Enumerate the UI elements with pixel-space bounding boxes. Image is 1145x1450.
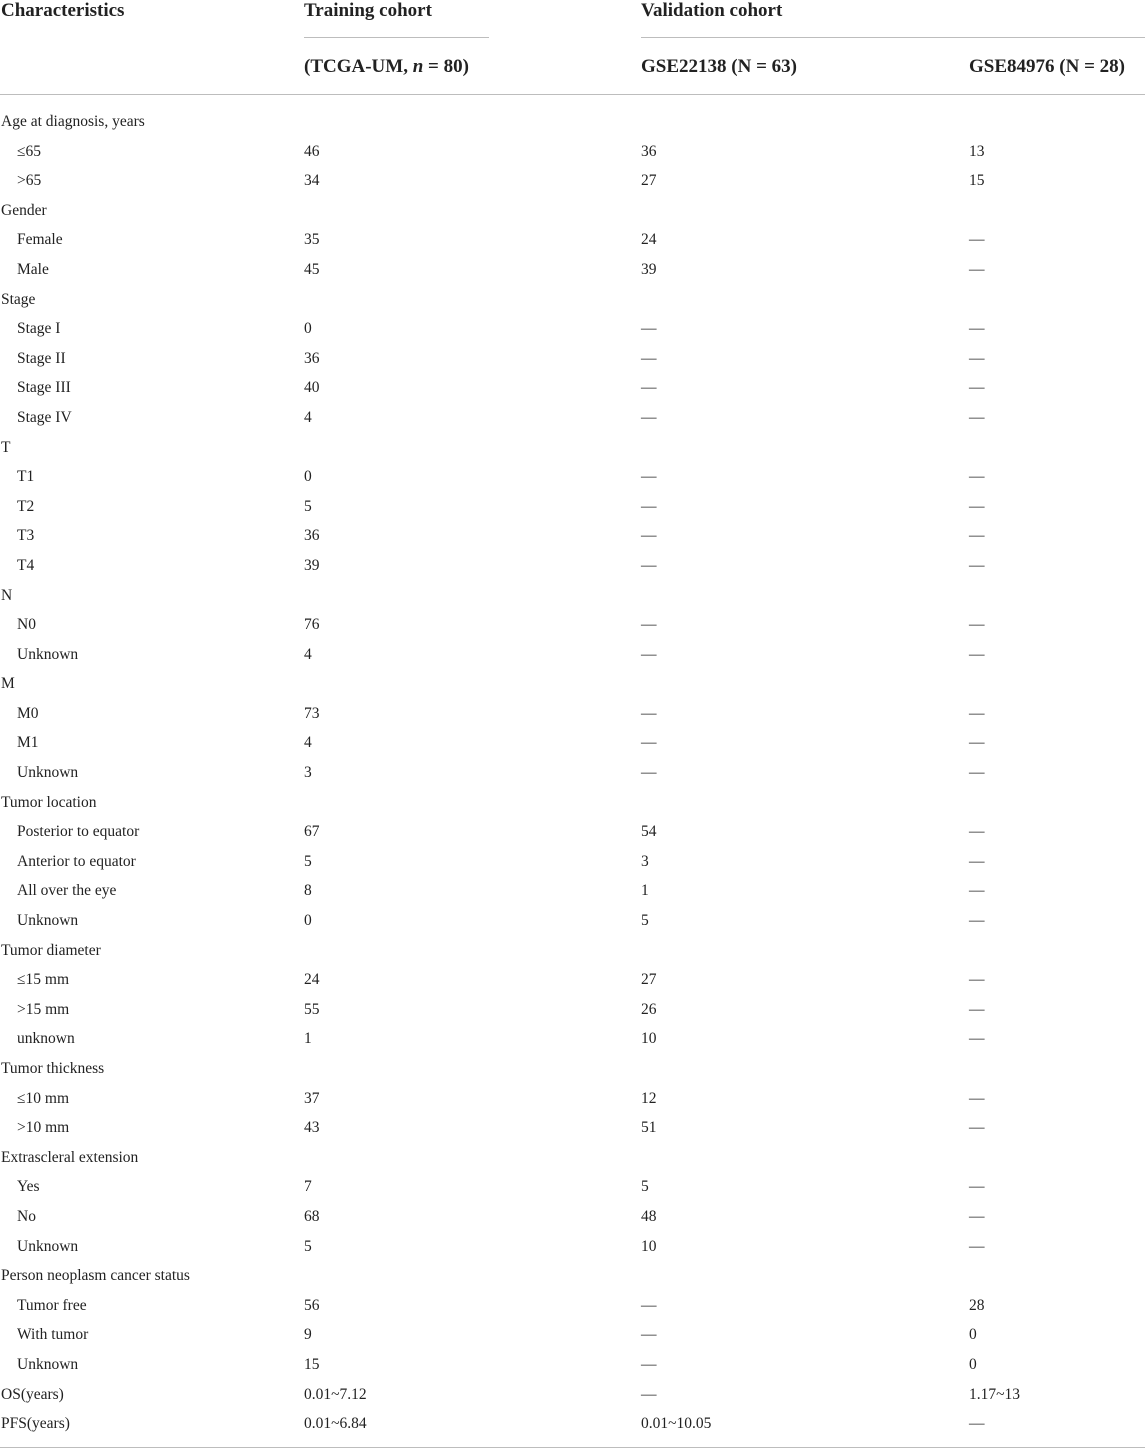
table-row xyxy=(0,137,1145,167)
cell-gse84976: — xyxy=(969,408,985,426)
cell-gse84976: — xyxy=(969,971,985,989)
row-sublabel: No xyxy=(17,1207,36,1225)
cell-tcga-um: 67 xyxy=(304,823,320,841)
table-row xyxy=(0,1320,1145,1350)
row-sublabel: >65 xyxy=(17,172,42,190)
row-category-label: OS(years) xyxy=(1,1385,64,1403)
header-characteristics: Characteristics xyxy=(1,0,125,21)
cell-gse84976: — xyxy=(969,645,985,663)
table-row xyxy=(0,107,1145,137)
cell-tcga-um: 3 xyxy=(304,764,312,782)
row-sublabel: Yes xyxy=(17,1178,40,1196)
row-sublabel: All over the eye xyxy=(17,882,117,900)
row-category-label: Stage xyxy=(1,290,36,308)
table-row xyxy=(0,225,1145,255)
cell-gse84976: — xyxy=(969,497,985,515)
header-validation-cohort: Validation cohort xyxy=(641,0,783,21)
cell-gse84976: — xyxy=(969,556,985,574)
cell-tcga-um: 7 xyxy=(304,1178,312,1196)
table-row xyxy=(0,403,1145,433)
training-subtitle-n: n xyxy=(412,56,424,77)
cell-tcga-um: 8 xyxy=(304,882,312,900)
cell-gse22138: — xyxy=(641,497,657,515)
row-sublabel: T3 xyxy=(17,527,35,545)
cell-gse84976: — xyxy=(969,1119,985,1137)
row-category-label: PFS(years) xyxy=(1,1415,70,1433)
table-row xyxy=(0,581,1145,611)
cell-gse84976: — xyxy=(969,1415,985,1433)
table-row xyxy=(0,1380,1145,1410)
cell-gse22138: — xyxy=(641,320,657,338)
cell-gse84976: — xyxy=(969,616,985,634)
cell-tcga-um: 0 xyxy=(304,320,312,338)
row-category-label: Person neoplasm cancer status xyxy=(1,1267,190,1285)
cell-gse22138: 12 xyxy=(641,1089,657,1107)
table-row xyxy=(0,640,1145,670)
cell-gse22138: — xyxy=(641,349,657,367)
cell-tcga-um: 4 xyxy=(304,645,312,663)
row-sublabel: T2 xyxy=(17,497,35,515)
cell-gse22138: — xyxy=(641,645,657,663)
table-row xyxy=(0,373,1145,403)
cell-gse22138: 27 xyxy=(641,172,657,190)
cell-gse22138: 5 xyxy=(641,1178,649,1196)
table-row xyxy=(0,1143,1145,1173)
cell-tcga-um: 34 xyxy=(304,172,320,190)
cell-gse22138: — xyxy=(641,704,657,722)
table-row xyxy=(0,817,1145,847)
cell-gse22138: 54 xyxy=(641,823,657,841)
cell-gse22138: 48 xyxy=(641,1207,657,1225)
cell-tcga-um: 0 xyxy=(304,912,312,930)
cell-tcga-um: 0 xyxy=(304,468,312,486)
header-bottom-rule xyxy=(0,94,1145,95)
cell-gse84976: — xyxy=(969,468,985,486)
table-row xyxy=(0,1202,1145,1232)
cell-tcga-um: 4 xyxy=(304,408,312,426)
table-row xyxy=(0,196,1145,226)
cell-gse22138: 3 xyxy=(641,852,649,870)
cell-tcga-um: 0.01~7.12 xyxy=(304,1385,367,1403)
row-sublabel: Unknown xyxy=(17,1355,79,1373)
row-sublabel: With tumor xyxy=(17,1326,89,1344)
row-sublabel: Unknown xyxy=(17,912,79,930)
cell-gse22138: 5 xyxy=(641,912,649,930)
cell-gse22138: — xyxy=(641,1385,657,1403)
table-row xyxy=(0,788,1145,818)
row-sublabel: ≤65 xyxy=(17,142,42,160)
cell-tcga-um: 4 xyxy=(304,734,312,752)
header-training-subtitle xyxy=(304,56,469,78)
row-category-label: Tumor location xyxy=(1,793,97,811)
cell-gse22138: — xyxy=(641,527,657,545)
cell-gse84976: — xyxy=(969,823,985,841)
row-sublabel: Female xyxy=(17,231,63,249)
row-sublabel: M0 xyxy=(17,704,39,722)
training-group-rule xyxy=(304,37,489,38)
row-sublabel: >15 mm xyxy=(17,1000,70,1018)
cell-tcga-um: 73 xyxy=(304,704,320,722)
cell-tcga-um: 40 xyxy=(304,379,320,397)
row-category-label: Age at diagnosis, years xyxy=(1,113,145,130)
header-training-cohort: Training cohort xyxy=(304,0,432,21)
row-sublabel: Tumor free xyxy=(17,1296,87,1314)
cell-gse84976: — xyxy=(969,1000,985,1018)
row-sublabel: T1 xyxy=(17,468,35,486)
row-sublabel: Male xyxy=(17,260,49,278)
table-row xyxy=(0,906,1145,936)
cell-tcga-um: 76 xyxy=(304,616,320,634)
cell-gse22138: — xyxy=(641,1296,657,1314)
cell-tcga-um: 39 xyxy=(304,556,320,574)
row-sublabel: T4 xyxy=(17,556,35,574)
cell-gse22138: 24 xyxy=(641,231,657,249)
cell-tcga-um: 56 xyxy=(304,1296,320,1314)
cell-gse22138: 39 xyxy=(641,260,657,278)
row-sublabel: ≤10 mm xyxy=(17,1089,69,1107)
cell-gse84976: — xyxy=(969,764,985,782)
header-gse22138: GSE22138 (N = 63) xyxy=(641,56,797,77)
cell-gse22138: 0.01~10.05 xyxy=(641,1415,712,1433)
table-row xyxy=(0,936,1145,966)
cell-gse22138: — xyxy=(641,468,657,486)
row-sublabel: Stage III xyxy=(17,379,71,397)
row-sublabel: Posterior to equator xyxy=(17,823,140,841)
cell-gse84976: — xyxy=(969,527,985,545)
table-row xyxy=(0,995,1145,1025)
cell-gse22138: 36 xyxy=(641,142,657,160)
table-row xyxy=(0,285,1145,315)
cell-gse22138: — xyxy=(641,1355,657,1373)
cell-tcga-um: 5 xyxy=(304,852,312,870)
table-row xyxy=(0,166,1145,196)
table-row xyxy=(0,1350,1145,1380)
cell-tcga-um: 0.01~6.84 xyxy=(304,1415,367,1433)
row-category-label: M xyxy=(1,675,15,693)
cell-tcga-um: 5 xyxy=(304,497,312,515)
cell-gse84976: — xyxy=(969,1030,985,1048)
header-gse84976: GSE84976 (N = 28) xyxy=(969,56,1125,77)
cell-gse22138: 1 xyxy=(641,882,649,900)
cell-gse22138: — xyxy=(641,1326,657,1344)
cell-gse84976: — xyxy=(969,260,985,278)
cell-gse84976: — xyxy=(969,882,985,900)
cell-tcga-um: 35 xyxy=(304,231,320,249)
cell-gse84976: — xyxy=(969,734,985,752)
cell-tcga-um: 68 xyxy=(304,1207,320,1225)
training-subtitle-prefix: (TCGA-UM, xyxy=(304,56,413,77)
table-row xyxy=(0,344,1145,374)
row-category-label: T xyxy=(1,438,11,456)
table-row xyxy=(0,728,1145,758)
cell-gse22138: 10 xyxy=(641,1237,657,1255)
cell-gse22138: 51 xyxy=(641,1119,657,1137)
table-row xyxy=(0,965,1145,995)
cell-gse22138: — xyxy=(641,764,657,782)
cell-tcga-um: 46 xyxy=(304,142,320,160)
table-row xyxy=(0,1291,1145,1321)
cell-tcga-um: 55 xyxy=(304,1000,320,1018)
table-row xyxy=(0,1024,1145,1054)
cell-tcga-um: 37 xyxy=(304,1089,320,1107)
table-row xyxy=(0,669,1145,699)
table-row xyxy=(0,1084,1145,1114)
row-sublabel: M1 xyxy=(17,734,39,752)
cell-tcga-um: 36 xyxy=(304,527,320,545)
table-row xyxy=(0,610,1145,640)
row-sublabel: >10 mm xyxy=(17,1119,70,1137)
cell-tcga-um: 9 xyxy=(304,1326,312,1344)
cell-gse84976: — xyxy=(969,1207,985,1225)
table-row xyxy=(0,255,1145,285)
table-row xyxy=(0,699,1145,729)
row-sublabel: unknown xyxy=(17,1030,75,1048)
cell-gse84976: — xyxy=(969,320,985,338)
cell-gse84976: — xyxy=(969,852,985,870)
table-row xyxy=(0,1054,1145,1084)
table-row xyxy=(0,847,1145,877)
table-row xyxy=(0,433,1145,463)
row-category-label: Gender xyxy=(1,201,47,219)
row-category-label: N xyxy=(1,586,13,604)
row-sublabel: Stage I xyxy=(17,320,61,338)
cell-gse22138: — xyxy=(641,408,657,426)
cell-gse84976: — xyxy=(969,349,985,367)
table-row xyxy=(0,314,1145,344)
row-sublabel: Unknown xyxy=(17,764,79,782)
row-category-label: Extrascleral extension xyxy=(1,1148,139,1166)
cell-gse22138: 27 xyxy=(641,971,657,989)
table-bottom-rule xyxy=(0,1447,1145,1448)
table-row xyxy=(0,758,1145,788)
row-sublabel: Stage IV xyxy=(17,408,72,426)
table-body xyxy=(0,107,1145,1439)
validation-group-rule xyxy=(641,37,1145,38)
row-category-label: Tumor diameter xyxy=(1,941,101,959)
table-row xyxy=(0,1232,1145,1262)
table-row xyxy=(0,1261,1145,1291)
table-row xyxy=(0,492,1145,522)
cell-gse84976: — xyxy=(969,1089,985,1107)
training-subtitle-suffix: = 80) xyxy=(423,56,469,77)
cell-gse84976: — xyxy=(969,1237,985,1255)
row-sublabel: Anterior to equator xyxy=(17,852,136,870)
cell-tcga-um: 5 xyxy=(304,1237,312,1255)
cell-tcga-um: 36 xyxy=(304,349,320,367)
cell-gse84976: — xyxy=(969,379,985,397)
cell-gse84976: 0 xyxy=(969,1355,977,1373)
cell-gse22138: 26 xyxy=(641,1000,657,1018)
cell-tcga-um: 15 xyxy=(304,1355,320,1373)
row-sublabel: Unknown xyxy=(17,1237,79,1255)
table-row xyxy=(0,551,1145,581)
table-row xyxy=(0,521,1145,551)
table-row xyxy=(0,1409,1145,1439)
cell-tcga-um: 1 xyxy=(304,1030,312,1048)
cell-gse22138: — xyxy=(641,734,657,752)
table-row xyxy=(0,1172,1145,1202)
row-sublabel: ≤15 mm xyxy=(17,971,69,989)
cell-gse22138: — xyxy=(641,379,657,397)
cell-gse22138: — xyxy=(641,616,657,634)
row-sublabel: Unknown xyxy=(17,645,79,663)
table-row xyxy=(0,876,1145,906)
row-sublabel: Stage II xyxy=(17,349,66,367)
cell-gse84976: — xyxy=(969,912,985,930)
table-row xyxy=(0,1113,1145,1143)
row-sublabel: N0 xyxy=(17,616,36,634)
cell-gse84976: 0 xyxy=(969,1326,977,1344)
cell-gse84976: — xyxy=(969,704,985,722)
cell-gse22138: 10 xyxy=(641,1030,657,1048)
cell-gse84976: 15 xyxy=(969,172,985,190)
cell-gse22138: — xyxy=(641,556,657,574)
cell-tcga-um: 43 xyxy=(304,1119,320,1137)
cell-gse84976: 1.17~13 xyxy=(969,1385,1021,1403)
cell-tcga-um: 24 xyxy=(304,971,320,989)
cell-gse84976: 28 xyxy=(969,1296,985,1314)
cell-tcga-um: 45 xyxy=(304,260,320,278)
row-category-label: Tumor thickness xyxy=(1,1060,105,1077)
cell-gse84976: — xyxy=(969,1178,985,1196)
cell-gse84976: 13 xyxy=(969,142,985,160)
cell-gse84976: — xyxy=(969,231,985,249)
table-row xyxy=(0,462,1145,492)
